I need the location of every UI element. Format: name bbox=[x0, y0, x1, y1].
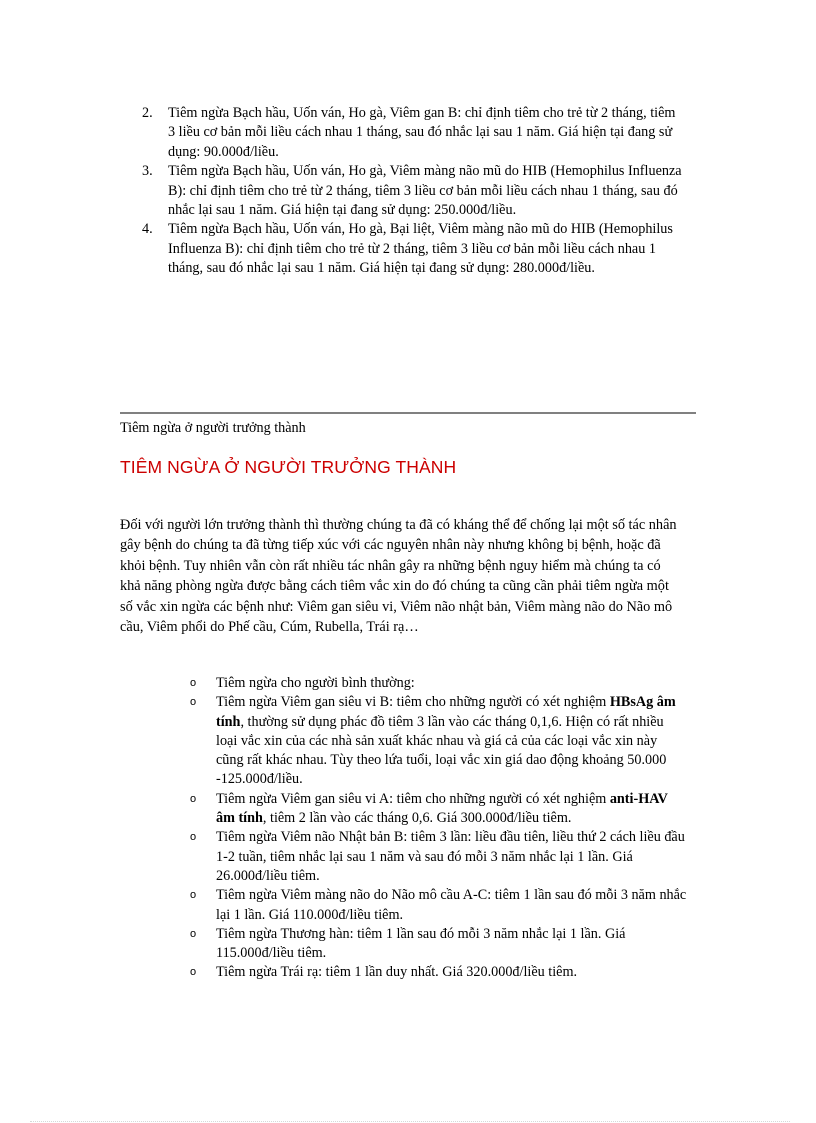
bullet-item bbox=[188, 674, 688, 693]
section-divider bbox=[120, 412, 696, 414]
bullet-item bbox=[188, 963, 688, 982]
adult-vaccine-list bbox=[188, 674, 688, 983]
bullet-marker: o bbox=[190, 831, 197, 844]
bullet-text: Tiêm ngừa cho người bình thường: bbox=[216, 675, 415, 691]
list-number: 4. bbox=[142, 221, 153, 238]
bullet-text: Tiêm ngừa Viêm màng não do Não mô cầu A-C: tiêm 1 lần sau đó mỗi 3 năm nhắc lại 1 lần. Giá 110.000đ/liều tiêm. bbox=[216, 887, 687, 923]
bullet-text: Tiêm ngừa Trái rạ: tiêm 1 lần duy nhất. Giá 320.000đ/liều tiêm. bbox=[216, 964, 578, 981]
bullet-marker: o bbox=[190, 927, 197, 940]
bullet-marker: o bbox=[190, 966, 197, 979]
bullet-marker: o bbox=[190, 696, 197, 709]
page-bottom-divider bbox=[30, 1121, 790, 1122]
bullet-bold-text: HBsAg âm tính bbox=[216, 694, 676, 730]
list-item-text: Tiêm ngừa Bạch hầu, Uốn ván, Ho gà, Bại liệt, Viêm màng não mũ do HIB (Hemophilus Influenza B): chỉ định tiêm cho trẻ từ 2 tháng, tiêm 3 liều cơ bản mỗi liều cách nhau 1 tháng, sau đó nhắc lại sau 1 năm. Giá hiện tại đang sử dụng: 280.000đ/liều. bbox=[168, 221, 673, 277]
bullet-text: Tiêm ngừa Viêm gan siêu vi B: tiêm cho những người có xét nghiệm bbox=[216, 694, 610, 711]
section-small-title: Tiêm ngừa ở người trưởng thành bbox=[120, 420, 306, 436]
bullet-item bbox=[188, 886, 688, 925]
bullet-item bbox=[188, 828, 688, 886]
bullet-item bbox=[188, 693, 688, 789]
list-number: 3. bbox=[142, 163, 153, 180]
intro-paragraph: Đối với người lớn trưởng thành thì thường chúng ta đã có kháng thể để chống lại một số tác nhân gây bệnh do chúng ta đã từng tiếp xúc với các nguyên nhân này nhưng không bị bệnh, hoặc đã khỏi bệnh. Tuy nhiên vẫn còn rất nhiều tác nhân gây ra những bệnh nguy hiểm mà chúng ta có khả năng phòng ngừa được bằng cách tiêm vắc xin do đó chúng ta cũng cần phải tiêm ngừa một số vắc xin ngừa các bệnh như: Viêm gan siêu vi, Viêm não nhật bản, Viêm màng não do Não mô cầu, Viêm phổi do Phế cầu, Cúm, Rubella, Trái rạ… bbox=[120, 517, 677, 636]
bullet-text-tail: , tiêm 2 lần vào các tháng 0,6. Giá 300.000đ/liều tiêm. bbox=[262, 810, 572, 827]
bullet-text: Tiêm ngừa Thương hàn: tiêm 1 lần sau đó mỗi 3 năm nhắc lại 1 lần. Giá 115.000đ/liều tiêm. bbox=[216, 925, 626, 962]
bullet-item bbox=[188, 790, 688, 829]
list-item-text: Tiêm ngừa Bạch hầu, Uốn ván, Ho gà, Viêm màng não mũ do HIB (Hemophilus Influenza B): chỉ định tiêm cho trẻ từ 2 tháng, tiêm 3 liều cơ bản mỗi liều cách nhau 1 tháng, sau đó nhắc lại sau 1 năm. Giá hiện tại đang sử dụng: 250.000đ/liều. bbox=[168, 163, 682, 219]
section-heading: TIÊM NGỪA Ở NGƯỜI TRƯỞNG THÀNH bbox=[120, 457, 457, 477]
bullet-item bbox=[188, 925, 688, 964]
list-item-text: Tiêm ngừa Bạch hầu, Uốn ván, Ho gà, Viêm gan B: chỉ định tiêm cho trẻ từ 2 tháng, tiêm 3 liều cơ bản mỗi liều cách nhau 1 tháng, sau đó nhắc lại sau 1 năm. Giá hiện tại đang sử dụng: 90.000đ/liều. bbox=[168, 105, 676, 160]
list-number: 2. bbox=[142, 105, 153, 121]
list-item bbox=[142, 162, 682, 220]
list-item bbox=[142, 104, 682, 162]
bullet-bold-text: anti-HAV âm tính bbox=[216, 790, 668, 827]
bullet-text: Tiêm ngừa Viêm gan siêu vi A: tiêm cho những người có xét nghiệm bbox=[216, 790, 610, 807]
numbered-vaccine-list bbox=[142, 104, 682, 279]
bullet-text: Tiêm ngừa Viêm não Nhật bản B: tiêm 3 lần: liều đầu tiên, liều thứ 2 cách liều đầu 1-2 tuần, tiêm nhắc lại sau 1 năm và sau đó mỗi 3 năm nhắc lại 1 lần. Giá 26.000đ/liều tiêm. bbox=[216, 829, 685, 884]
bullet-marker: o bbox=[190, 792, 197, 805]
bullet-text-tail: , thường sử dụng phác đồ tiêm 3 lần vào các tháng 0,1,6. Hiện có rất nhiều loại vắc xin của các nhà sản xuất khác nhau và giá cả của các loại vắc xin này cũng rất khác nhau. Tùy theo lứa tuổi, loại vắc xin giá dao động khoảng 50.000 -125.000đ/liều. bbox=[216, 713, 667, 788]
bullet-marker: o bbox=[190, 677, 197, 689]
bullet-marker: o bbox=[190, 889, 197, 902]
list-item bbox=[142, 220, 682, 278]
